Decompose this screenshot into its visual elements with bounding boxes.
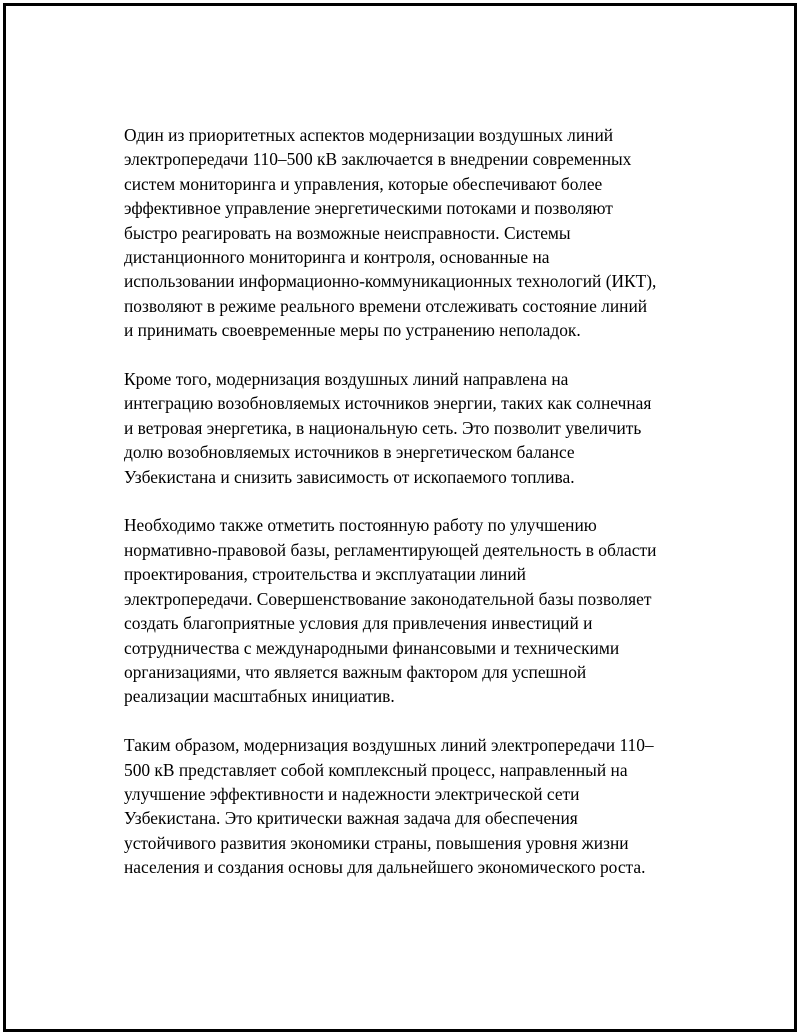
text-line: проектирования, строительства и эксплуатации линий <box>124 564 526 585</box>
text-line: позволяют в режиме реального времени отслеживать состояние линий <box>124 295 648 316</box>
text-line: организациями, что является важным фактором для успешной <box>124 661 587 682</box>
text-line: улучшение эффективности и надежности электрической сети <box>124 783 580 804</box>
paragraph-1 <box>124 123 694 343</box>
text-line: использовании информационно-коммуникационных технологий (ИКТ), <box>124 271 657 292</box>
text-line: населения и создания основы для дальнейшего экономического роста. <box>124 857 646 878</box>
text-line: Узбекистана и снизить зависимость от ископаемого топлива. <box>124 466 575 487</box>
text-line: электропередачи 110–500 кВ заключается в внедрении современных <box>124 149 632 170</box>
text-line: долю возобновляемых источников в энергетическом балансе <box>124 442 575 463</box>
text-line: Узбекистана. Это критически важная задача для обеспечения <box>124 808 578 829</box>
text-line: Таким образом, модернизация воздушных линий электропередачи 110– <box>124 735 654 756</box>
text-line: и ветровая энергетика, в национальную сеть. Это позволит увеличить <box>124 417 642 438</box>
paragraph-2 <box>124 367 694 489</box>
text-line: быстро реагировать на возможные неисправности. Системы <box>124 222 571 243</box>
text-line: сотрудничества с международными финансовыми и техническими <box>124 637 620 658</box>
text-line: электропередачи. Совершенствование законодательной базы позволяет <box>124 588 652 609</box>
document-body <box>124 123 694 880</box>
text-line: и принимать своевременные меры по устранению неполадок. <box>124 320 581 341</box>
text-line: нормативно-правовой базы, регламентирующей деятельность в области <box>124 539 657 560</box>
text-line: устойчивого развития экономики страны, повышения уровня жизни <box>124 832 629 853</box>
paragraph-3 <box>124 513 694 708</box>
text-line: Один из приоритетных аспектов модернизации воздушных линий <box>124 125 614 145</box>
text-line: создать благоприятные условия для привлечения инвестиций и <box>124 613 593 634</box>
text-line: 500 кВ представляет собой комплексный процесс, направленный на <box>124 759 628 780</box>
page-frame <box>3 3 797 1032</box>
text-line: дистанционного мониторинга и контроля, основанные на <box>124 247 550 268</box>
text-line: систем мониторинга и управления, которые обеспечивают более <box>124 173 603 194</box>
text-line: интеграцию возобновляемых источников энергии, таких как солнечная <box>124 393 652 414</box>
text-line: Необходимо также отметить постоянную работу по улучшению <box>124 515 597 536</box>
text-line: Кроме того, модернизация воздушных линий направлена на <box>124 369 569 390</box>
paragraph-4 <box>124 733 694 879</box>
text-line: эффективное управление энергетическими потоками и позволяют <box>124 198 613 219</box>
text-line: реализации масштабных инициатив. <box>124 686 395 707</box>
